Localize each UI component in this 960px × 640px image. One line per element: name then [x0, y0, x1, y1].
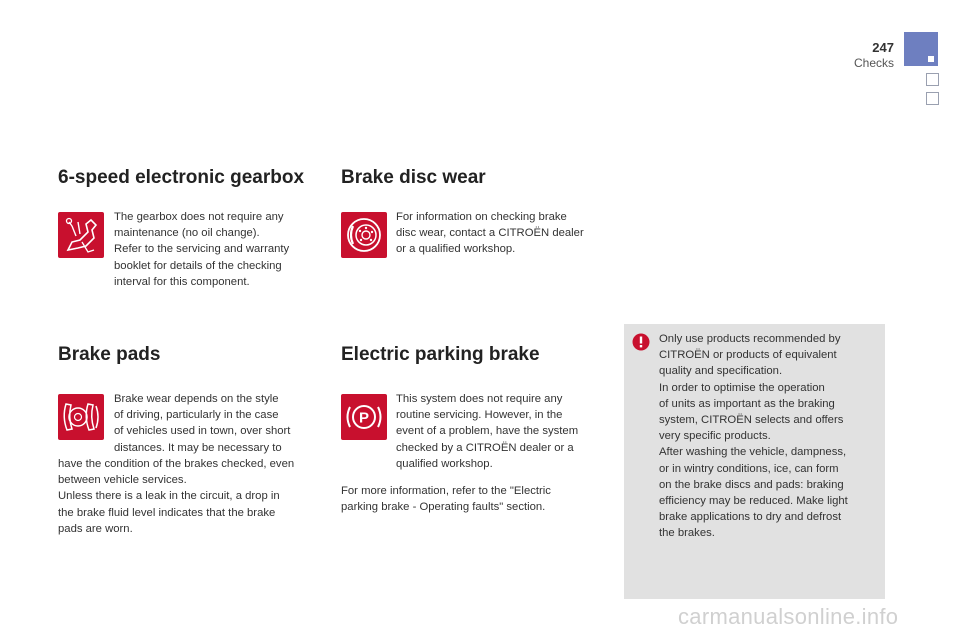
chapter-tab[interactable]	[926, 92, 939, 105]
page-number: 247	[872, 40, 894, 55]
chapter-tab[interactable]	[926, 73, 939, 86]
gearbox-title: 6-speed electronic gearbox	[58, 167, 305, 188]
brake-pads-icon	[58, 394, 104, 440]
warning-exclamation-icon	[632, 333, 650, 351]
tab-marker	[928, 56, 934, 62]
brake-pads-title: Brake pads	[58, 344, 161, 365]
note-text: Only use products recommended by CITROËN or products of equivalent quality and specification. In order to optimise the operation of units as important as the braking system, CITROËN selects and offers very specific products. After washing the vehicle, dampness, or in wintry conditions, ice, can form on the brake discs and pads: braking efficiency may be reduced. Make light brake applications to dry and defrost the brakes.	[659, 333, 848, 540]
parking-brake-title: Electric parking brake	[341, 344, 540, 365]
parking-brake-icon	[341, 394, 387, 440]
brake-pads-text-indented: Brake wear depends on the style of driving, particularly in the case of vehicles used in town, over short distances. It may be necessary to	[114, 393, 291, 454]
brake-pads-text: have the condition of the brakes checked, even between vehicle services. Unless there is a leak in the circuit, a drop in the brake fluid level indicates that the brake pads are worn.	[58, 458, 295, 535]
brake-disc-icon	[341, 212, 387, 258]
parking-brake-more-info: For more information, refer to the "Electric parking brake - Operating faults" section.	[341, 485, 551, 514]
gearbox-text: The gearbox does not require any maintenance (no oil change). Refer to the servicing and warranty booklet for details of the checking interval for this component.	[114, 211, 290, 288]
brake-disc-text: For information on checking brake disc wear, contact a CITROËN dealer or a qualified workshop.	[396, 211, 584, 256]
brake-disc-title: Brake disc wear	[341, 167, 486, 188]
svg-text:P: P	[358, 409, 370, 427]
chapter-tab-active[interactable]	[904, 32, 938, 66]
gear-lever-icon	[58, 212, 104, 258]
watermark: carmanualsonline.info	[678, 604, 899, 629]
section-name: Checks	[853, 56, 894, 70]
parking-brake-text: This system does not require any routine servicing. However, in the event of a problem, have the system checked by a CITROËN dealer or a qualified workshop.	[396, 393, 579, 470]
